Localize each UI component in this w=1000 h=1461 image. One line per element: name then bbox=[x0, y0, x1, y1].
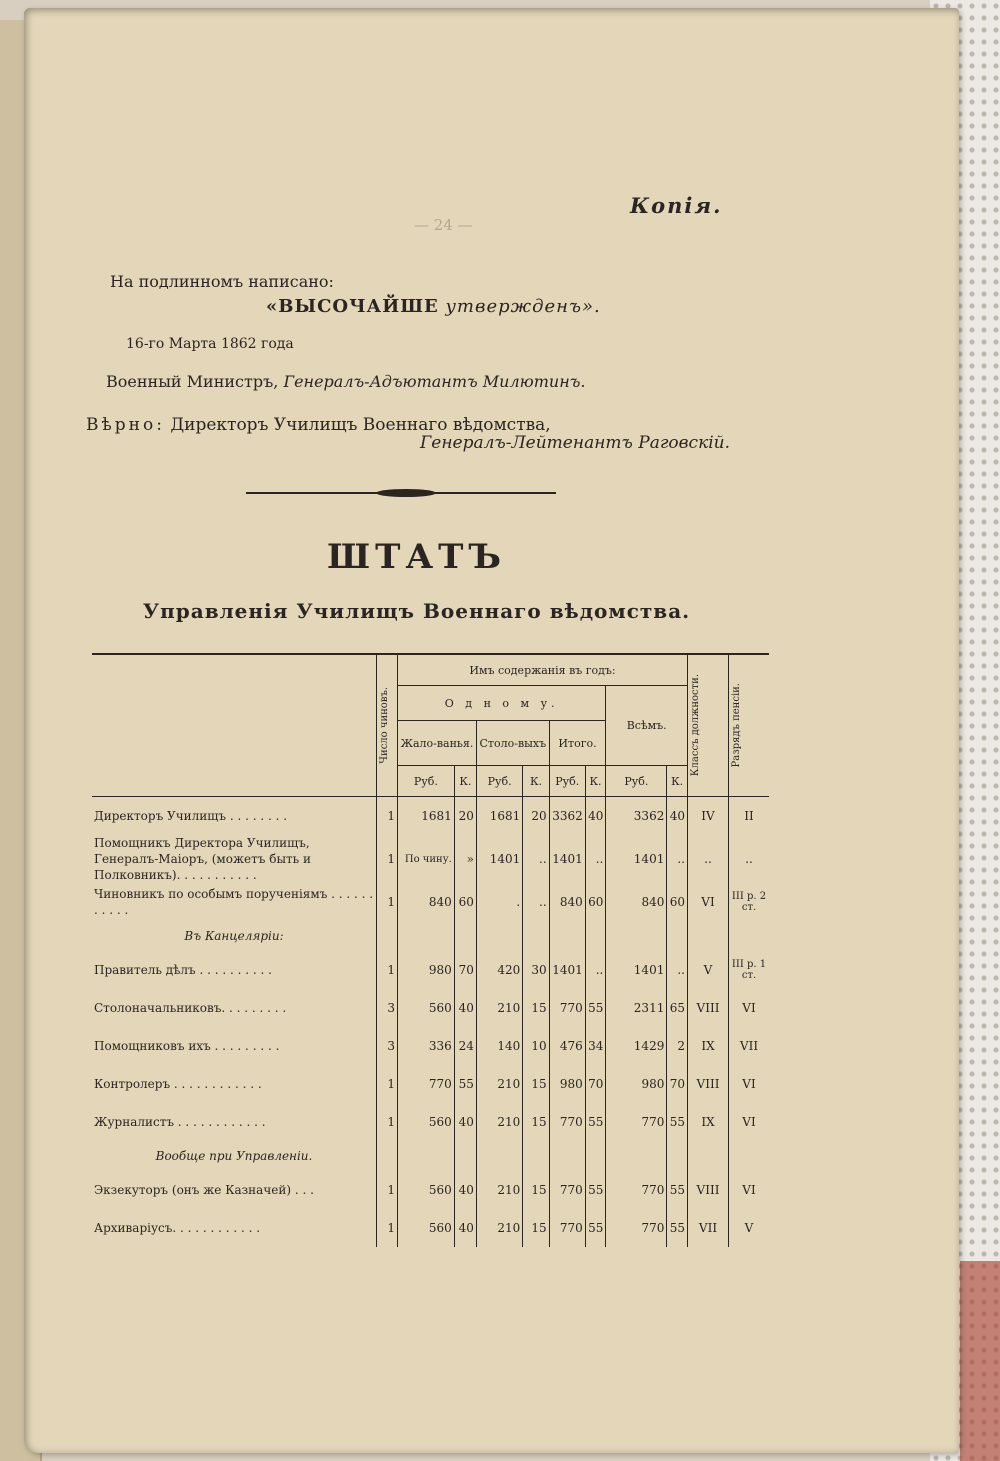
table-row bbox=[92, 1103, 769, 1141]
cell-pen: .. bbox=[729, 835, 770, 883]
header-minister bbox=[106, 372, 585, 391]
cell-all-r: 1401 bbox=[606, 951, 667, 989]
minister-name: Генералъ-Адъютантъ Милютинъ. bbox=[283, 372, 586, 391]
cell-tab-r: 140 bbox=[476, 1027, 522, 1065]
cell-all-k: 55 bbox=[667, 1103, 688, 1141]
background-cloth bbox=[960, 1261, 1000, 1461]
position-name: Помощникъ Директора Училищъ, Генералъ-Маіоръ, (можетъ быть и Полковникъ). . . . . . . . . . . bbox=[94, 836, 311, 882]
minister-title: Военный Министръ, bbox=[106, 372, 279, 391]
group-header: Имъ содержанія въ годъ: bbox=[398, 654, 688, 686]
cell-tot-k: 40 bbox=[585, 797, 606, 836]
salary-header: Жало-ванья. bbox=[398, 721, 477, 766]
empty-cell bbox=[398, 1141, 455, 1171]
cell-all-r: 770 bbox=[606, 1171, 667, 1209]
empty-cell bbox=[549, 921, 585, 951]
cell-count: 1 bbox=[377, 951, 398, 989]
section-row bbox=[92, 1141, 769, 1171]
cell-all-r: 770 bbox=[606, 1103, 667, 1141]
empty-cell bbox=[729, 921, 770, 951]
cell-pen: VI bbox=[729, 1171, 770, 1209]
cell-sal-k: » bbox=[454, 835, 476, 883]
empty-cell bbox=[667, 921, 688, 951]
cell-tot-r: 980 bbox=[549, 1065, 585, 1103]
cell-sal-k: 40 bbox=[454, 1209, 476, 1247]
cell-cls: VIII bbox=[688, 989, 729, 1027]
cell-tot-r: 1401 bbox=[549, 835, 585, 883]
cell-tot-k: 60 bbox=[585, 883, 606, 921]
cell-tot-r: 770 bbox=[549, 1103, 585, 1141]
document-page bbox=[24, 8, 959, 1453]
table-row bbox=[92, 1171, 769, 1209]
cell-count: 1 bbox=[377, 883, 398, 921]
cell-tab-r: 420 bbox=[476, 951, 522, 989]
position-name: Архиваріусъ. . . . . . . . . . . . bbox=[94, 1221, 261, 1235]
cell-sal-r: 336 bbox=[398, 1027, 455, 1065]
count-header-text: Число чиновъ. bbox=[379, 687, 390, 764]
cell-all-k: 40 bbox=[667, 797, 688, 836]
cell-tab-r: 210 bbox=[476, 989, 522, 1027]
cell-sal-r: 560 bbox=[398, 1209, 455, 1247]
cell-tot-k: .. bbox=[585, 951, 606, 989]
cell-all-k: 55 bbox=[667, 1171, 688, 1209]
cell-tab-r: 1681 bbox=[476, 797, 522, 836]
empty-cell bbox=[523, 1141, 549, 1171]
cell-sal-r: 560 bbox=[398, 989, 455, 1027]
empty-cell bbox=[606, 921, 667, 951]
cell-tot-r: 770 bbox=[549, 989, 585, 1027]
director-name: Генералъ-Лейтенантъ Раговскій. bbox=[420, 433, 731, 453]
cell-pen: V bbox=[729, 1209, 770, 1247]
kop-header: К. bbox=[667, 766, 688, 797]
cell-cls: V bbox=[688, 951, 729, 989]
document-title: ШТАТЪ bbox=[327, 537, 506, 577]
cell-count: 3 bbox=[377, 989, 398, 1027]
empty-cell bbox=[688, 1141, 729, 1171]
cell-cls: IV bbox=[688, 797, 729, 836]
document-subtitle: Управленія Училищъ Военнаго вѣдомства. bbox=[142, 599, 691, 623]
pension-header bbox=[729, 654, 770, 797]
cell-pen: III р. 2 ст. bbox=[729, 883, 770, 921]
cell-tot-k: 34 bbox=[585, 1027, 606, 1065]
cell-pen: VI bbox=[729, 1103, 770, 1141]
empty-cell bbox=[377, 921, 398, 951]
empty-cell bbox=[549, 1141, 585, 1171]
cell-count: 1 bbox=[377, 797, 398, 836]
cell-sal-k: 55 bbox=[454, 1065, 476, 1103]
table-money-header: Столо-выхъ bbox=[476, 721, 549, 766]
cell-tot-r: 840 bbox=[549, 883, 585, 921]
director-title: Директоръ Училищъ Военнаго вѣдомства, bbox=[170, 415, 551, 435]
rub-header: Руб. bbox=[476, 766, 522, 797]
cell-cls: VII bbox=[688, 1209, 729, 1247]
cell-sal-r: 1681 bbox=[398, 797, 455, 836]
cell-cls: VIII bbox=[688, 1171, 729, 1209]
position-name: Помощниковъ ихъ . . . . . . . . . bbox=[94, 1039, 280, 1053]
cell-tot-k: 70 bbox=[585, 1065, 606, 1103]
cell-sal-k: 60 bbox=[454, 883, 476, 921]
cell-tab-k: 10 bbox=[523, 1027, 549, 1065]
cell-pen: II bbox=[729, 797, 770, 836]
header-verified bbox=[86, 415, 551, 435]
cell-count: 1 bbox=[377, 1209, 398, 1247]
verified-word: Вѣрно: bbox=[86, 415, 165, 435]
cell-sal-r: 560 bbox=[398, 1171, 455, 1209]
cell-sal-r: 980 bbox=[398, 951, 455, 989]
cell-pen: III р. 1 ст. bbox=[729, 951, 770, 989]
cell-tot-k: 55 bbox=[585, 1209, 606, 1247]
empty-cell bbox=[523, 921, 549, 951]
position-name: Журналистъ . . . . . . . . . . . . bbox=[94, 1115, 266, 1129]
empty-cell bbox=[377, 1141, 398, 1171]
kop-header: К. bbox=[585, 766, 606, 797]
cell-sal-r: 560 bbox=[398, 1103, 455, 1141]
empty-cell bbox=[454, 1141, 476, 1171]
all-header: Всѣмъ. bbox=[606, 686, 688, 766]
approval-rest: утвержденъ». bbox=[445, 296, 601, 317]
cell-all-r: 2311 bbox=[606, 989, 667, 1027]
count-header bbox=[377, 654, 398, 797]
rub-header: Руб. bbox=[606, 766, 667, 797]
staff-table-body bbox=[92, 797, 769, 1248]
cell-cls: IX bbox=[688, 1027, 729, 1065]
cell-all-k: .. bbox=[667, 951, 688, 989]
cell-count: 1 bbox=[377, 1171, 398, 1209]
empty-cell bbox=[398, 921, 455, 951]
cell-sal-r: По чину. bbox=[398, 835, 455, 883]
cell-cls: .. bbox=[688, 835, 729, 883]
cell-tab-r: 1401 bbox=[476, 835, 522, 883]
cell-tot-k: .. bbox=[585, 835, 606, 883]
cell-tab-k: 15 bbox=[523, 1209, 549, 1247]
cell-tab-r: 210 bbox=[476, 1171, 522, 1209]
class-header-text: Классъ должности. bbox=[690, 674, 701, 777]
cell-sal-k: 70 bbox=[454, 951, 476, 989]
cell-tab-k: 15 bbox=[523, 1103, 549, 1141]
position-name: Столоначальниковъ. . . . . . . . . bbox=[94, 1001, 287, 1015]
cell-pen: VI bbox=[729, 989, 770, 1027]
approval-caps: «ВЫСОЧАЙШЕ bbox=[266, 296, 439, 317]
cell-all-k: 2 bbox=[667, 1027, 688, 1065]
empty-cell bbox=[667, 1141, 688, 1171]
total-header: Итого. bbox=[549, 721, 606, 766]
cell-tab-k: .. bbox=[523, 835, 549, 883]
empty-cell bbox=[729, 1141, 770, 1171]
cell-tot-r: 3362 bbox=[549, 797, 585, 836]
empty-cell bbox=[606, 1141, 667, 1171]
empty-cell bbox=[585, 1141, 606, 1171]
empty-cell bbox=[454, 921, 476, 951]
cell-pen: VII bbox=[729, 1027, 770, 1065]
cell-count: 1 bbox=[377, 835, 398, 883]
section-label: Въ Канцеляріи: bbox=[184, 929, 284, 943]
one-header: О д н о м у. bbox=[398, 686, 606, 721]
cell-all-k: 60 bbox=[667, 883, 688, 921]
table-row bbox=[92, 835, 769, 883]
cell-tab-k: 30 bbox=[523, 951, 549, 989]
cell-all-k: 55 bbox=[667, 1209, 688, 1247]
cell-tab-r: 210 bbox=[476, 1209, 522, 1247]
cell-all-r: 980 bbox=[606, 1065, 667, 1103]
table-row bbox=[92, 989, 769, 1027]
pension-header-text: Разрядъ пенсіи. bbox=[731, 683, 742, 768]
staff-table bbox=[92, 653, 769, 1247]
cell-tab-r: 210 bbox=[476, 1065, 522, 1103]
cell-tot-r: 476 bbox=[549, 1027, 585, 1065]
copy-mark: Копія. bbox=[630, 193, 723, 218]
cell-tot-r: 770 bbox=[549, 1171, 585, 1209]
table-row bbox=[92, 1209, 769, 1247]
cell-sal-k: 40 bbox=[454, 1103, 476, 1141]
cell-sal-k: 40 bbox=[454, 989, 476, 1027]
cell-count: 1 bbox=[377, 1065, 398, 1103]
empty-cell bbox=[688, 921, 729, 951]
section-row bbox=[92, 921, 769, 951]
ornamental-rule bbox=[246, 492, 556, 494]
class-header bbox=[688, 654, 729, 797]
cell-tab-r: . bbox=[476, 883, 522, 921]
cell-all-k: 65 bbox=[667, 989, 688, 1027]
cell-tab-k: .. bbox=[523, 883, 549, 921]
table-row bbox=[92, 1027, 769, 1065]
cell-sal-k: 24 bbox=[454, 1027, 476, 1065]
cell-all-r: 1429 bbox=[606, 1027, 667, 1065]
section-label: Вообще при Управленіи. bbox=[155, 1149, 313, 1163]
rub-header: Руб. bbox=[398, 766, 455, 797]
header-date: 16-го Марта 1862 года bbox=[126, 336, 294, 352]
cell-count: 3 bbox=[377, 1027, 398, 1065]
table-row bbox=[92, 1065, 769, 1103]
faint-page-number: — 24 — bbox=[414, 216, 473, 234]
cell-sal-r: 770 bbox=[398, 1065, 455, 1103]
empty-cell bbox=[476, 921, 522, 951]
cell-sal-k: 20 bbox=[454, 797, 476, 836]
cell-tab-k: 15 bbox=[523, 1171, 549, 1209]
position-name: Экзекуторъ (онъ же Казначей) . . . bbox=[94, 1183, 314, 1197]
rub-header: Руб. bbox=[549, 766, 585, 797]
table-row bbox=[92, 797, 769, 836]
cell-count: 1 bbox=[377, 1103, 398, 1141]
position-name: Чиновникъ по особымъ порученіямъ . . . . . . . . . . . bbox=[94, 887, 374, 917]
cell-pen: VI bbox=[729, 1065, 770, 1103]
cell-sal-r: 840 bbox=[398, 883, 455, 921]
cell-tab-k: 15 bbox=[523, 989, 549, 1027]
header-approval bbox=[266, 296, 601, 317]
cell-cls: VI bbox=[688, 883, 729, 921]
cell-cls: IX bbox=[688, 1103, 729, 1141]
cell-all-k: 70 bbox=[667, 1065, 688, 1103]
cell-all-r: 1401 bbox=[606, 835, 667, 883]
cell-tot-k: 55 bbox=[585, 1171, 606, 1209]
cell-tot-k: 55 bbox=[585, 1103, 606, 1141]
empty-cell bbox=[476, 1141, 522, 1171]
table-row bbox=[92, 951, 769, 989]
position-name: Правитель дѣлъ . . . . . . . . . . bbox=[94, 963, 272, 977]
cell-tot-r: 770 bbox=[549, 1209, 585, 1247]
cell-all-r: 840 bbox=[606, 883, 667, 921]
name-header-cell bbox=[92, 654, 377, 797]
cell-all-r: 770 bbox=[606, 1209, 667, 1247]
cell-tot-k: 55 bbox=[585, 989, 606, 1027]
table-row bbox=[92, 883, 769, 921]
cell-tot-r: 1401 bbox=[549, 951, 585, 989]
kop-header: К. bbox=[523, 766, 549, 797]
position-name: Контролеръ . . . . . . . . . . . . bbox=[94, 1077, 262, 1091]
empty-cell bbox=[585, 921, 606, 951]
cell-tab-k: 20 bbox=[523, 797, 549, 836]
position-name: Директоръ Училищъ . . . . . . . . bbox=[94, 809, 288, 823]
header-line-1: На подлинномъ написано: bbox=[110, 272, 334, 291]
cell-all-r: 3362 bbox=[606, 797, 667, 836]
cell-all-k: .. bbox=[667, 835, 688, 883]
cell-cls: VIII bbox=[688, 1065, 729, 1103]
cell-tab-k: 15 bbox=[523, 1065, 549, 1103]
cell-tab-r: 210 bbox=[476, 1103, 522, 1141]
kop-header: К. bbox=[454, 766, 476, 797]
cell-sal-k: 40 bbox=[454, 1171, 476, 1209]
